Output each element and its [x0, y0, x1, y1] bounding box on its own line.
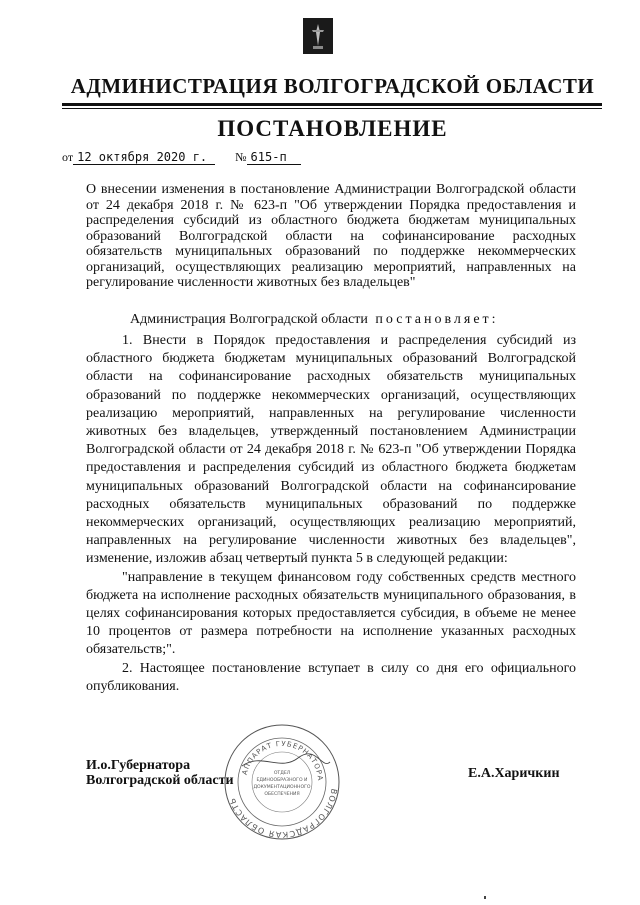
paragraph-1: 1. Внести в Порядок предоставления и распределения субсидий из областного бюджета бюджетам муниципальных образований Волгоградской области на софинансирование расходных обязательств муниципальных образований по поддержке некоммерческих организаций, осуществляющих реализацию мероприятий, направленных на регулирование численности животных без владельцев, утвержденный постановлением Администрации Волгоградской области от 24 декабря 2018 г. № 623-п "Об утверждении Порядка предоставления и распределения субсидий из областного бюджета бюджетам муниципальных образований Волгоградской области на софинансирование расходных обязательств муниципальных образований по поддержке некоммерческих организаций, осуществляющих реализацию мероприятий, направленных на регулирование численности животных без владельцев", изменение, изложив абзац четвертый пункта 5 в следующей редакции:	[86, 333, 576, 567]
signer-role-line-1: И.о.Губернатора	[86, 758, 191, 773]
header-rule-thick	[62, 103, 602, 106]
date-prefix: от	[62, 150, 74, 164]
scan-speck	[484, 896, 486, 899]
preamble-verb: постановляет:	[375, 312, 499, 327]
document-type-title: ПОСТАНОВЛЕНИЕ	[217, 116, 448, 141]
preamble	[130, 312, 499, 328]
svg-text:ОБЕСПЕЧЕНИЯ: ОБЕСПЕЧЕНИЯ	[264, 792, 300, 797]
preamble-subject: Администрация Волгоградской области	[130, 312, 368, 327]
svg-text:ВОЛГОГРАДСКАЯ ОБЛАСТЬ: ВОЛГОГРАДСКАЯ ОБЛАСТЬ	[227, 787, 339, 840]
organization-title: АДМИНИСТРАЦИЯ ВОЛГОГРАДСКОЙ ОБЛАСТИ	[70, 74, 595, 98]
registration-line	[62, 150, 301, 165]
signer-role-line-2: Волгоградской области	[86, 773, 234, 788]
number-prefix: №	[235, 150, 247, 164]
document-body	[86, 332, 576, 696]
quoted-amendment: "направление в текущем финансовом году собственных средств местного бюджета на исполнение расходных обязательств муниципального образования, в целях софинансирования которых предоставляется субсидия, в объеме не менее 10 процентов от размера потребности на исполнение указанных расходных обязательств;".	[86, 569, 576, 658]
header-rule-thin	[62, 108, 602, 109]
coat-of-arms-icon	[303, 18, 333, 54]
signer-role	[86, 758, 234, 788]
signer-name: Е.А.Харичкин	[468, 766, 560, 781]
official-seal-icon	[222, 722, 342, 842]
svg-text:ДОКУМЕНТАЦИОННОГО: ДОКУМЕНТАЦИОННОГО	[253, 785, 311, 790]
document-subject: О внесении изменения в постановление Администрации Волгоградской области от 24 декабря 2018 г. № 623-п "Об утверждении Порядка предоставления и распределения субсидий из областного бюджета бюджетам муниципальных образований Волгоградской области на софинансирование расходных обязательств муниципальных образований по поддержке некоммерческих организаций, осуществляющих реализацию мероприятий, направленных на регулирование численности животных без владельцев"	[86, 182, 576, 290]
svg-text:АППАРАТ ГУБЕРНАТОРА: АППАРАТ ГУБЕРНАТОРА	[240, 739, 325, 782]
svg-text:ЕДИНООБРАЗНОГО И: ЕДИНООБРАЗНОГО И	[256, 778, 308, 783]
document-number: 615-п	[247, 150, 301, 165]
document-date: 12 октября 2020 г.	[73, 150, 215, 165]
paragraph-2: 2. Настоящее постановление вступает в силу со дня его официального опубликования.	[86, 660, 576, 694]
svg-text:ОТДЕЛ: ОТДЕЛ	[273, 771, 291, 776]
